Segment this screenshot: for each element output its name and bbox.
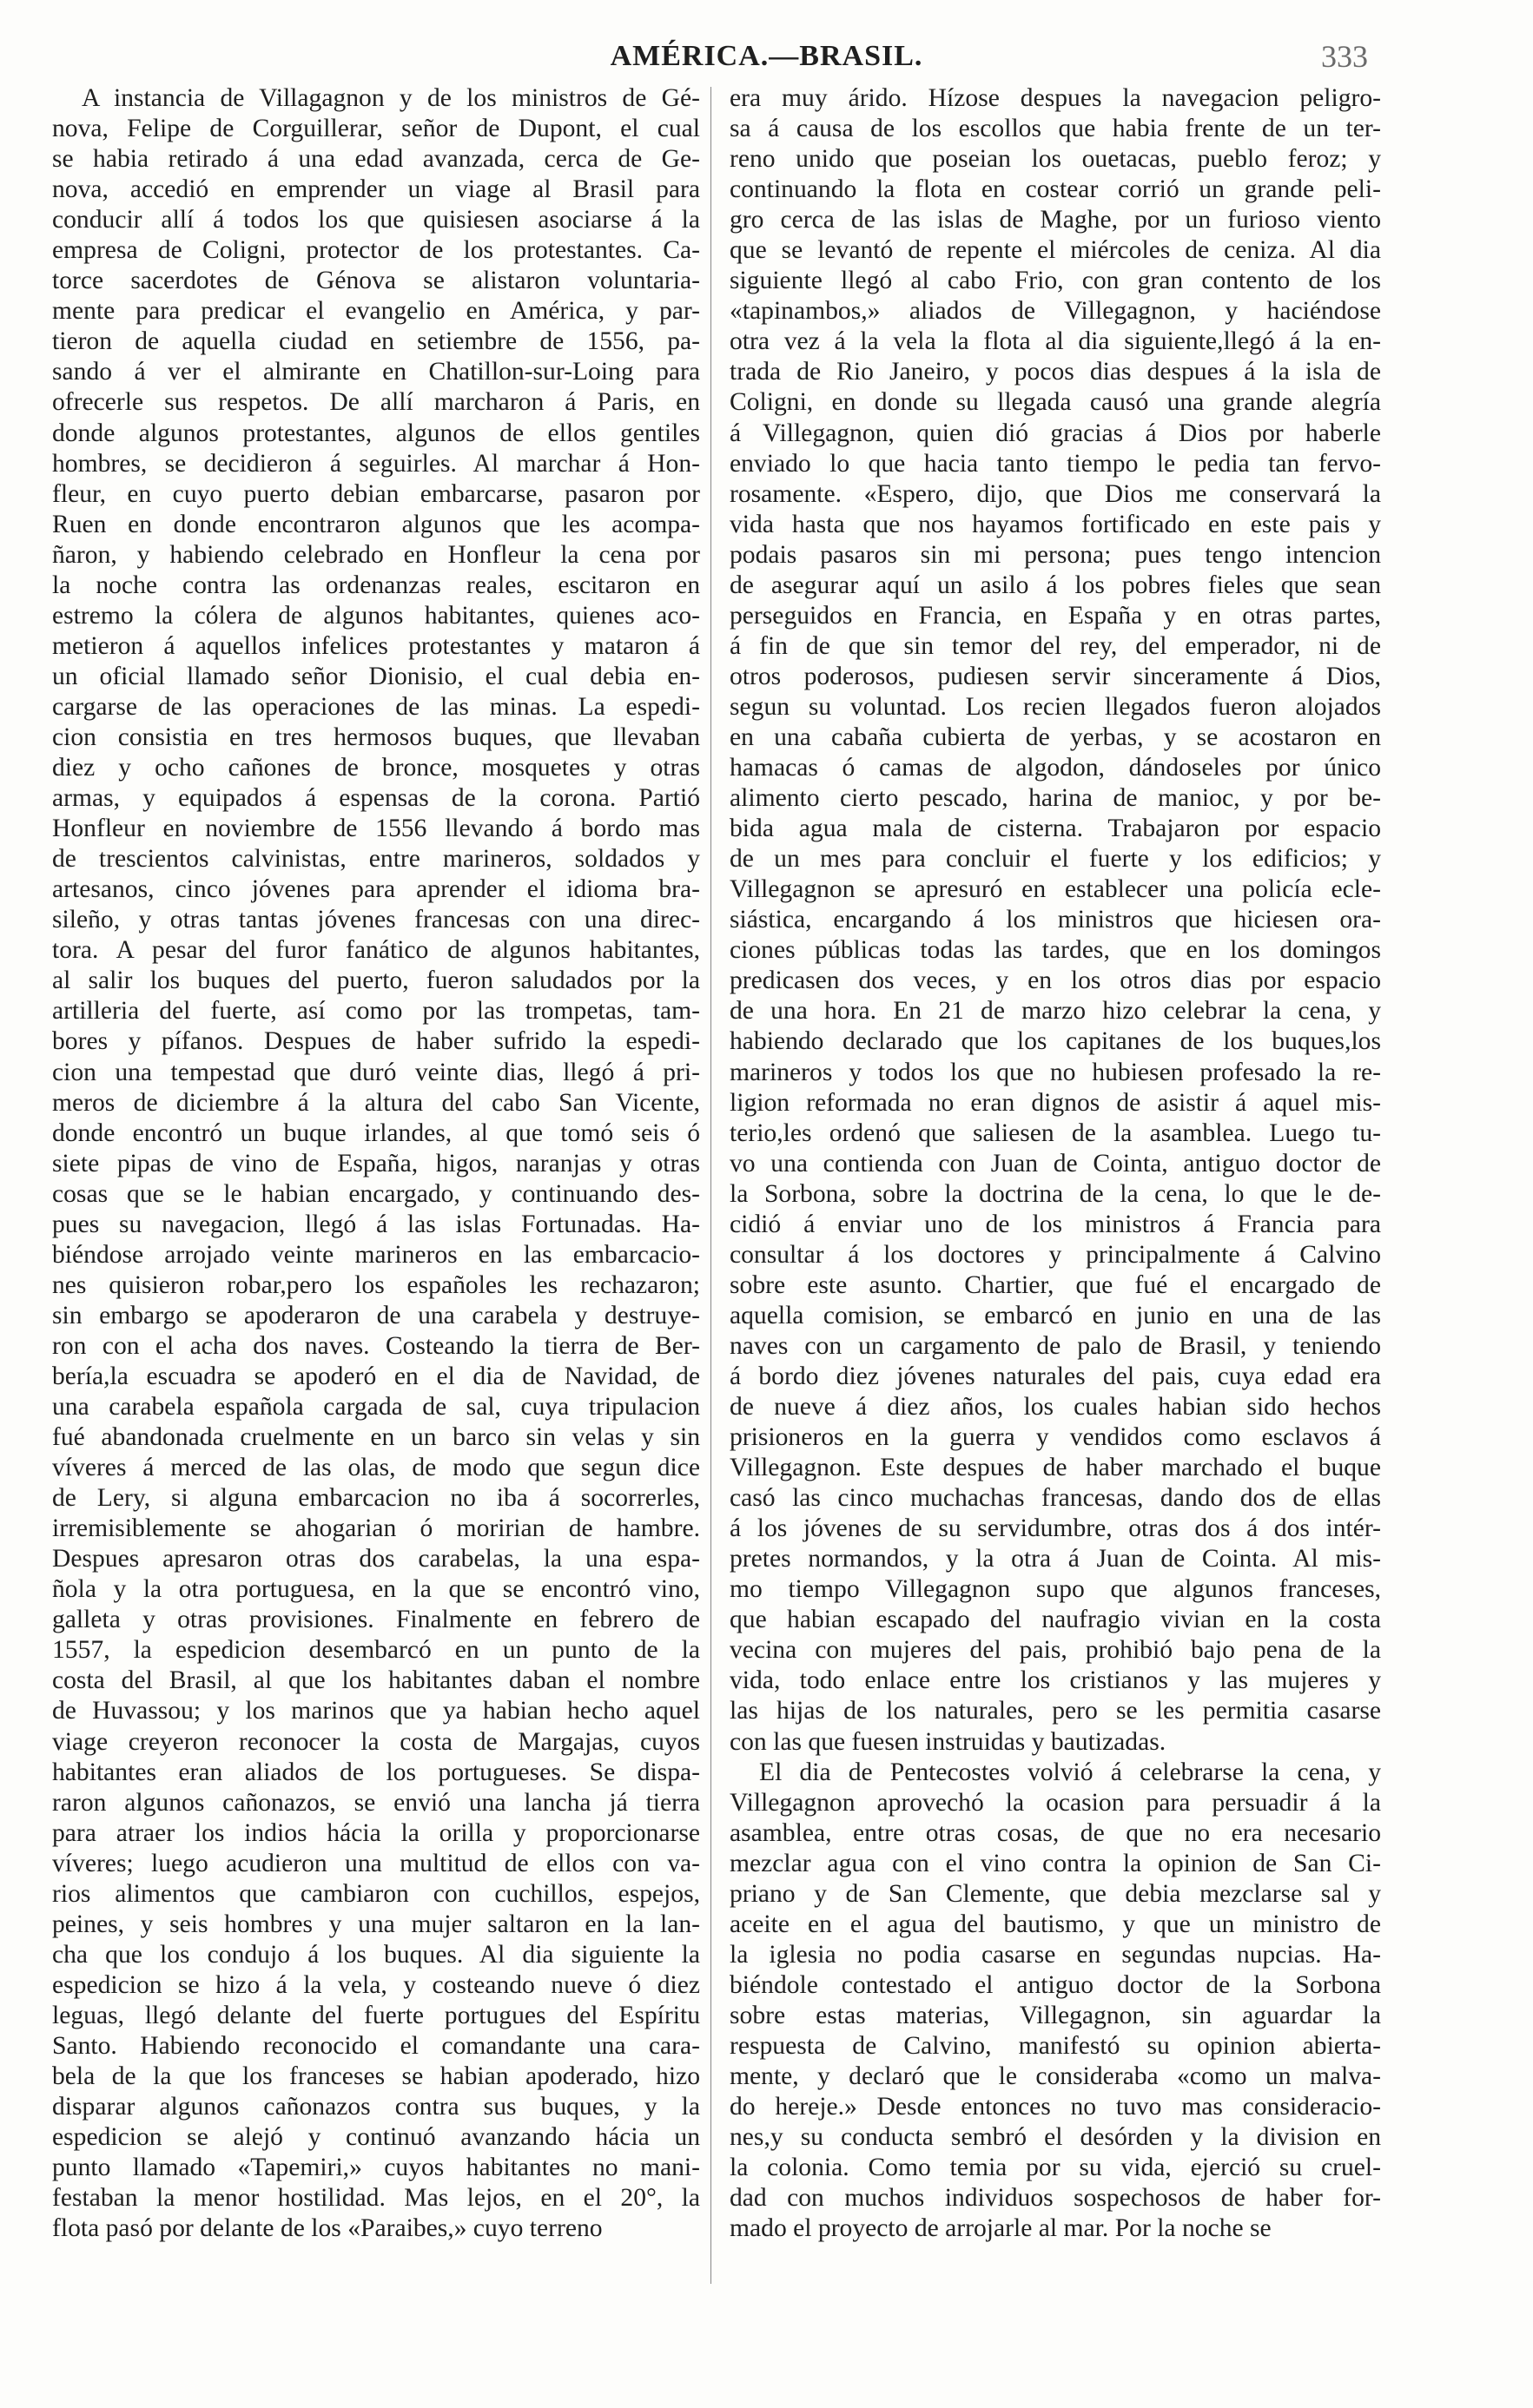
text-line: terio,les ordenó que saliesen de la asamblea. Luego tu- — [730, 1118, 1381, 1147]
text-line: bida agua mala de cisterna. Trabajaron por espacio — [730, 815, 1381, 843]
text-line: cha que los condujo á los buques. Al dia siguiente la — [52, 1940, 700, 1969]
text-line: de Huvassou; y los marinos que ya habian hecho aquel — [52, 1697, 700, 1725]
text-line: vecina con mujeres del pais, prohibió bajo pena de la — [730, 1636, 1381, 1665]
text-line: tieron de aquella ciudad en setiembre de 1556, pa- — [52, 327, 700, 356]
text-line: otros poderosos, pudiesen servir sinceramente á Dios, — [730, 662, 1381, 690]
text-line: de un mes para concluir el fuerte y los edificios; y — [730, 845, 1381, 874]
text-line: naves con un cargamento de palo de Brasil, y teniendo — [730, 1331, 1381, 1360]
text-line: Coligni, en donde su llegada causó una grande alegría — [730, 388, 1381, 417]
text-line: aceite en el agua del bautismo, y que un ministro de — [730, 1910, 1381, 1938]
text-line: trada de Rio Janeiro, y pocos dias despues á la isla de — [730, 358, 1381, 386]
text-line: armas, y equipados á espensas de la corona. Partió — [52, 784, 700, 813]
text-line: donde encontró un buque irlandes, al que tomó seis ó — [52, 1118, 700, 1147]
text-line: de nueve á diez años, los cuales habian sido hechos — [730, 1393, 1381, 1422]
text-line: habitantes eran aliados de los portugueses. Se dispa- — [52, 1758, 700, 1786]
text-line: bores y pífanos. Despues de haber sufrido la espedi- — [52, 1027, 700, 1056]
text-line: á bordo diez jóvenes naturales del pais, cuya edad era — [730, 1362, 1381, 1390]
text-line: nova, Felipe de Corguillerar, señor de Dupont, el cual — [52, 115, 700, 143]
text-line: reno unido que poseian los ouetacas, pueblo feroz; y — [730, 145, 1381, 174]
text-line: cargarse de las operaciones de las minas. La espedi- — [52, 692, 700, 721]
text-line: rios alimentos que cambiaron con cuchillos, espejos, — [52, 1879, 700, 1908]
text-line: un oficial llamado señor Dionisio, el cual debia en- — [52, 662, 700, 690]
text-line: víveres á merced de las olas, de modo que segun dice — [52, 1454, 700, 1482]
paragraph — [730, 83, 1381, 1758]
text-line: respuesta de Calvino, manifestó su opinion abierta- — [730, 2032, 1381, 2060]
text-line: predicasen dos veces, y en los otros dias por espacio — [730, 966, 1381, 995]
text-line: siete pipas de vino de España, higos, naranjas y otras — [52, 1149, 700, 1178]
text-line: gro cerca de las islas de Maghe, por un furioso viento — [730, 206, 1381, 234]
text-line: dad con muchos individuos sospechosos de haber for- — [730, 2184, 1381, 2213]
text-line: sobre este asunto. Chartier, que fué el encargado de — [730, 1270, 1381, 1299]
text-line: costa del Brasil, al que los habitantes daban el nombre — [52, 1666, 700, 1695]
text-line: á los jóvenes de su servidumbre, otras dos á dos intér- — [730, 1514, 1381, 1543]
text-line: disparar algunos cañonazos contra sus buques, y la — [52, 2093, 700, 2121]
text-line: continuando la flota en costear corrió un grande peli- — [730, 175, 1381, 204]
text-line: las hijas de los naturales, pero se les permitia casarse — [730, 1697, 1381, 1725]
text-line: hombres, se decidieron á seguirles. Al marchar á Hon- — [52, 449, 700, 478]
text-line: Santo. Habiendo reconocido el comandante una cara- — [52, 2032, 700, 2060]
text-line: ofrecerle sus respetos. De allí marcharon á Paris, en — [52, 388, 700, 417]
text-line: de asegurar aquí un asilo á los pobres fieles que sean — [730, 571, 1381, 599]
text-line: hamacas ó camas de algodon, dándoseles por único — [730, 754, 1381, 782]
text-line: que se levantó de repente el miércoles de ceniza. Al dia — [730, 236, 1381, 265]
text-line: otra vez á la vela la flota al dia siguiente,llegó á la en- — [730, 327, 1381, 356]
text-line: ciones públicas todas las tardes, que en los domingos — [730, 936, 1381, 965]
text-line: en una cabaña cubierta de yerbas, y se acostaron en — [730, 722, 1381, 751]
text-line: la iglesia no podia casarse en segundas nupcias. Ha- — [730, 1940, 1381, 1969]
text-line: segun su voluntad. Los recien llegados fueron alojados — [730, 692, 1381, 721]
text-line: galleta y otras provisiones. Finalmente en febrero de — [52, 1606, 700, 1634]
text-line: podais pasaros sin mi persona; pues tengo intencion — [730, 540, 1381, 569]
running-title: AMÉRICA.—BRASIL. — [610, 40, 923, 72]
text-line: de una hora. En 21 de marzo hizo celebrar la cena, y — [730, 997, 1381, 1026]
text-line: una carabela española cargada de sal, cuya tripulacion — [52, 1393, 700, 1422]
text-line: alimento cierto pescado, harina de manioc, y por be- — [730, 784, 1381, 813]
text-line: sin embargo se apoderaron de una carabela y destruye- — [52, 1301, 700, 1329]
text-line: vida, todo enlace entre los cristianos y las mujeres y — [730, 1666, 1381, 1695]
text-line: empresa de Coligni, protector de los protestantes. Ca- — [52, 236, 700, 265]
text-line: habiendo declarado que los capitanes de los buques,los — [730, 1027, 1381, 1056]
text-line: cion una tempestad que duró veinte dias, llegó á pri- — [52, 1058, 700, 1086]
text-line: A instancia de Villagagnon y de los ministros de Gé- — [82, 84, 700, 112]
text-line: la colonia. Como temia por su vida, ejerció su cruel- — [730, 2154, 1381, 2182]
text-line: sileño, y otras tantas jóvenes francesas con una direc- — [52, 906, 700, 934]
text-line: perseguidos en Francia, en España y en otras partes, — [730, 601, 1381, 630]
text-line: tora. A pesar del furor fanático de algunos habitantes, — [52, 936, 700, 965]
text-line: Ruen en donde encontraron algunos que les acompa- — [52, 510, 700, 538]
text-line: ligion reformada no eran dignos de asistir á aquel mis- — [730, 1088, 1381, 1117]
text-line: meros de diciembre á la altura del cabo San Vicente, — [52, 1088, 700, 1117]
text-line: metieron á aquellos infelices protestantes y mataron á — [52, 631, 700, 660]
text-line: era muy árido. Hízose despues la navegacion peligro- — [730, 84, 1381, 112]
right-column — [730, 83, 1381, 2244]
text-line: que habian escapado del naufragio vivian en la costa — [730, 1606, 1381, 1634]
text-line: ñola y la otra portuguesa, en la que se encontró vino, — [52, 1575, 700, 1604]
left-column — [52, 83, 700, 2244]
text-line: rosamente. «Espero, dijo, que Dios me conservará la — [730, 479, 1381, 508]
text-line: priano y de San Clemente, que debia mezclarse sal y — [730, 1879, 1381, 1908]
text-columns — [0, 83, 1533, 2306]
text-line: fleur, en cuyo puerto debian embarcarse, pasaron por — [52, 479, 700, 508]
text-line: festaban la menor hostilidad. Mas lejos, en el 20°, la — [52, 2184, 700, 2213]
text-line: siástica, encargando á los ministros que hiciesen ora- — [730, 906, 1381, 934]
text-line: raron algunos cañonazos, se envió una lancha já tierra — [52, 1788, 700, 1817]
text-line: pretes normandos, y la otra á Juan de Cointa. Al mis- — [730, 1545, 1381, 1573]
text-line: El dia de Pentecostes volvió á celebrarse la cena, y — [759, 1758, 1381, 1786]
text-line: leguas, llegó delante del fuerte portugues del Espíritu — [52, 2001, 700, 2029]
text-line: torce sacerdotes de Génova se alistaron voluntaria- — [52, 267, 700, 295]
text-line: para atraer los indios hácia la orilla y proporcionarse — [52, 1818, 700, 1847]
text-line: á fin de que sin temor del rey, del emperador, ni de — [730, 631, 1381, 660]
text-line: flota pasó por delante de los «Paraibes,» cuyo terreno — [52, 2214, 603, 2243]
page-number: 333 — [1321, 39, 1368, 74]
text-line: de trescientos calvinistas, entre marineros, soldados y — [52, 845, 700, 874]
text-line: la Sorbona, sobre la doctrina de la cena, lo que le de- — [730, 1179, 1381, 1208]
text-line: fué abandonada cruelmente en un barco sin velas y sin — [52, 1423, 700, 1452]
text-line: prisioneros en la guerra y vendidos como esclavos á — [730, 1423, 1381, 1452]
text-line: estremo la cólera de algunos habitantes, quienes aco- — [52, 601, 700, 630]
text-line: bela de la que los franceses se habian apoderado, hizo — [52, 2062, 700, 2091]
text-line: sa á causa de los escollos que habia frente de un ter- — [730, 115, 1381, 143]
text-line: aquella comision, se embarcó en junio en una de las — [730, 1301, 1381, 1329]
text-line: Villegagnon aprovechó la ocasion para persuadir á la — [730, 1788, 1381, 1817]
text-line: mente para predicar el evangelio en América, y par- — [52, 297, 700, 326]
text-line: víveres; luego acudieron una multitud de ellos con va- — [52, 1849, 700, 1877]
text-line: nes,y su conducta sembró el desórden y la division en — [730, 2123, 1381, 2152]
text-line: diez y ocho cañones de bronce, mosquetes y otras — [52, 754, 700, 782]
text-line: biéndose arrojado veinte marineros en las embarcacio- — [52, 1240, 700, 1269]
text-line: Villegagnon se apresuró en establecer una policía ecle- — [730, 875, 1381, 904]
text-line: nova, accedió en emprender un viage al Brasil para — [52, 175, 700, 204]
text-line: espedicion se alejó y continuó avanzando hácia un — [52, 2123, 700, 2152]
running-head — [0, 36, 1533, 80]
paragraph — [730, 1758, 1381, 2245]
text-line: artesanos, cinco jóvenes para aprender el idioma bra- — [52, 875, 700, 904]
text-line: Villegagnon. Este despues de haber marchado el buque — [730, 1454, 1381, 1482]
text-line: siguiente llegó al cabo Frio, con gran contento de los — [730, 267, 1381, 295]
text-line: marineros y todos los que no hubiesen profesado la re- — [730, 1058, 1381, 1086]
text-line: enviado lo que hacia tanto tiempo le pedia tan fervo- — [730, 449, 1381, 478]
text-line: vida hasta que nos hayamos fortificado en este pais y — [730, 510, 1381, 538]
text-line: cion consistia en tres hermosos buques, que llevaban — [52, 722, 700, 751]
text-line: mezclar agua con el vino contra la opinion de San Ci- — [730, 1849, 1381, 1877]
text-line: ron con el acha dos naves. Costeando la tierra de Ber- — [52, 1331, 700, 1360]
text-line: bería,la escuadra se apoderó en el dia de Navidad, de — [52, 1362, 700, 1390]
text-line: á Villegagnon, quien dió gracias á Dios por haberle — [730, 419, 1381, 447]
text-line: pues su navegacion, llegó á las islas Fortunadas. Ha- — [52, 1210, 700, 1238]
text-line: artilleria del fuerte, así como por las trompetas, tam- — [52, 997, 700, 1026]
text-line: sando á ver el almirante en Chatillon-sur-Loing para — [52, 358, 700, 386]
text-line: peines, y seis hombres y una mujer saltaron en la lan- — [52, 1910, 700, 1938]
text-line: se habia retirado á una edad avanzada, cerca de Ge- — [52, 145, 700, 174]
text-line: mente, y declaró que le consideraba «como un malva- — [730, 2062, 1381, 2091]
text-line: punto llamado «Tapemiri,» cuyos habitantes no mani- — [52, 2154, 700, 2182]
text-line: viage creyeron reconocer la costa de Margajas, cuyos — [52, 1727, 700, 1756]
text-line: mado el proyecto de arrojarle al mar. Por la noche se — [730, 2214, 1272, 2243]
text-line: 1557, la espedicion desembarcó en un punto de la — [52, 1636, 700, 1665]
text-line: «tapinambos,» aliados de Villegagnon, y haciéndose — [730, 297, 1381, 326]
text-line: nes quisieron robar,pero los españoles les rechazaron; — [52, 1270, 700, 1299]
text-line: sobre estas materias, Villegagnon, sin aguardar la — [730, 2001, 1381, 2029]
text-line: la noche contra las ordenanzas reales, escitaron en — [52, 571, 700, 599]
text-line: Despues apresaron otras dos carabelas, la una espa- — [52, 1545, 700, 1573]
text-line: espedicion se hizo á la vela, y costeando nueve ó diez — [52, 1970, 700, 1999]
text-line: con las que fuesen instruidas y bautizadas. — [730, 1727, 1166, 1756]
text-line: irremisiblemente se ahogarian ó moririan de hambre. — [52, 1514, 700, 1543]
text-line: cidió á enviar uno de los ministros á Francia para — [730, 1210, 1381, 1238]
text-line: casó las cinco muchachas francesas, dando dos de ellas — [730, 1484, 1381, 1513]
text-line: do hereje.» Desde entonces no tuvo mas consideracio- — [730, 2093, 1381, 2121]
text-line: ñaron, y habiendo celebrado en Honfleur la cena por — [52, 540, 700, 569]
text-line: conducir allí á todos los que quisiesen asociarse á la — [52, 206, 700, 234]
text-line: vo una contienda con Juan de Cointa, antiguo doctor de — [730, 1149, 1381, 1178]
text-line: cosas que se le habian encargado, y continuando des- — [52, 1179, 700, 1208]
text-line: asamblea, entre otras cosas, de que no era necesario — [730, 1818, 1381, 1847]
text-line: mo tiempo Villegagnon supo que algunos franceses, — [730, 1575, 1381, 1604]
text-line: biéndole contestado el antiguo doctor de la Sorbona — [730, 1970, 1381, 1999]
text-line: consultar á los doctores y principalmente á Calvino — [730, 1240, 1381, 1269]
text-line: al salir los buques del puerto, fueron saludados por la — [52, 966, 700, 995]
text-line: de Lery, si alguna embarcacion no iba á socorrerles, — [52, 1484, 700, 1513]
paragraph — [52, 83, 700, 2244]
text-line: Honfleur en noviembre de 1556 llevando á bordo mas — [52, 815, 700, 843]
text-line: donde algunos protestantes, algunos de ellos gentiles — [52, 419, 700, 447]
